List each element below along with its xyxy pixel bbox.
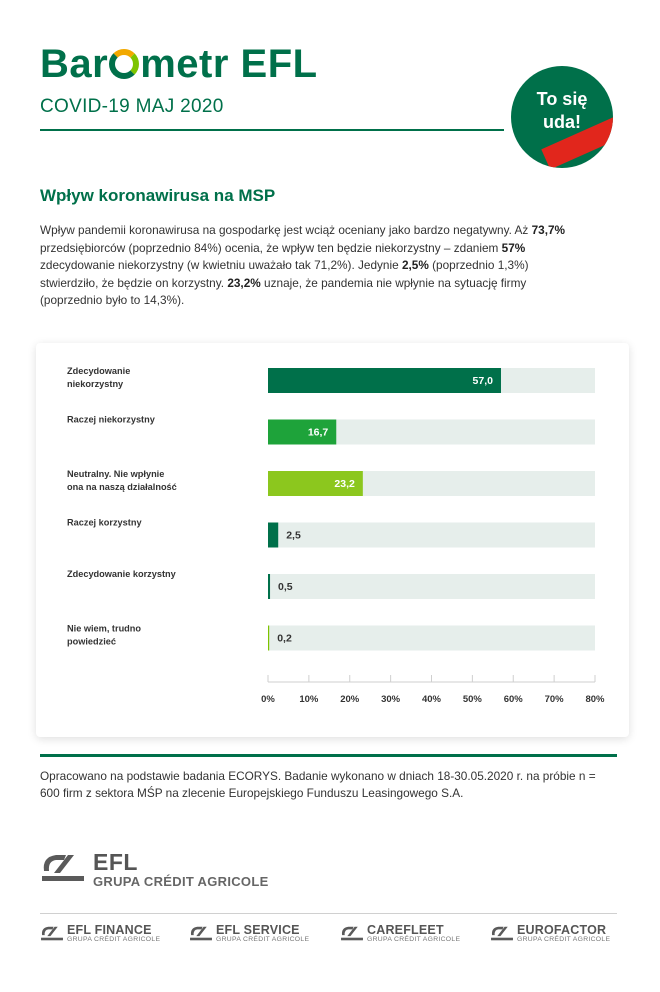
- header-divider: [40, 129, 504, 131]
- category-label: Zdecydowanie korzystny: [67, 569, 176, 579]
- badge-text: [511, 88, 613, 134]
- brand-name: CAREFLEET: [367, 923, 444, 937]
- bar-value-label: 0,2: [277, 632, 292, 645]
- bar-value-label: 23,2: [334, 478, 355, 490]
- category-label: powiedzieć: [67, 636, 117, 647]
- brands-divider: [40, 913, 617, 914]
- intro-highlight: 23,2%: [227, 275, 261, 290]
- category-label: Zdecydowanie: [67, 366, 131, 376]
- bar-value-label: 16,7: [307, 426, 329, 439]
- bar-value-label: 2,5: [286, 529, 301, 542]
- credit-agricole-mini-icon: [490, 924, 514, 942]
- report-subtitle: COVID-19 MAJ 2020: [40, 96, 224, 117]
- intro-text: uznaje, że pandemia nie wpłynie na sytuację firmy (poprzednio było to 14,3%).: [40, 275, 527, 308]
- barometr-o-ring-icon: [109, 49, 139, 79]
- bar-track: [268, 626, 595, 651]
- brand-group: GRUPA CRÉDIT AGRICOLE: [367, 936, 461, 943]
- bar-chart: [36, 343, 629, 737]
- badge-line-1: To się: [536, 89, 588, 109]
- brand-group: GRUPA CRÉDIT AGRICOLE: [216, 936, 310, 943]
- chart-card: [36, 343, 629, 737]
- intro-paragraph: [40, 222, 580, 310]
- credit-agricole-mini-icon: [340, 924, 364, 942]
- x-tick-label: 40%: [421, 694, 442, 705]
- footer-divider: [40, 754, 617, 757]
- x-tick-label: 60%: [503, 694, 523, 705]
- title-part-a: Bar: [40, 42, 109, 86]
- source-footnote: Opracowano na podstawie badania ECORYS. Badanie wykonano w dniach 18-30.05.2020 r. na próbie n = 600 firm z sektora MŚP na zlecenie Europejskiego Funduszu Leasingowego S.A.: [40, 769, 596, 800]
- brand-name: EFL FINANCE: [67, 923, 152, 937]
- brand-name: EFL SERVICE: [216, 923, 300, 937]
- credit-agricole-logo-icon: [40, 851, 86, 883]
- intro-text: przedsiębiorców (poprzednio 84%) ocenia, że wpływ ten będzie niekorzystny – zdaniem: [40, 240, 502, 255]
- title-part-b: metr EFL: [140, 42, 318, 86]
- bar: [268, 574, 270, 599]
- intro-text: zdecydowanie niekorzystny (w kwietniu uważało tak 71,2%). Jedynie: [40, 258, 402, 273]
- x-tick-label: 50%: [462, 694, 482, 705]
- efl-group-name: GRUPA CRÉDIT AGRICOLE: [93, 874, 269, 889]
- category-label: niekorzystny: [67, 379, 124, 389]
- x-tick-label: 20%: [340, 694, 360, 705]
- x-tick-label: 10%: [299, 694, 319, 705]
- badge-line-2: uda!: [543, 112, 581, 132]
- credit-agricole-mini-icon: [189, 924, 213, 942]
- section-title: Wpływ koronawirusa na MSP: [40, 186, 276, 205]
- category-label: ona na naszą działalność: [67, 482, 177, 492]
- intro-text: (poprzednio 1,3%) stwierdziło, że będzie on korzystny.: [40, 258, 529, 290]
- x-tick-label: 70%: [544, 694, 564, 705]
- category-label: Nie wiem, trudno: [67, 623, 142, 634]
- bar: [268, 368, 501, 393]
- intro-highlight: 2,5%: [401, 258, 429, 273]
- category-label: Raczej niekorzystny: [67, 414, 155, 425]
- intro-text: Wpływ pandemii koronawirusa na gospodarkę jest wciąż oceniany jako bardzo negatywny. Aż: [40, 223, 532, 237]
- bar-value-label: 0,5: [278, 581, 293, 593]
- credit-agricole-mini-icon: [40, 924, 64, 942]
- brand-group: GRUPA CRÉDIT AGRICOLE: [67, 936, 161, 943]
- barometr-logo-title: [40, 44, 318, 84]
- bar-track: [268, 574, 595, 599]
- x-tick-label: 80%: [585, 694, 605, 705]
- brand-name: EUROFACTOR: [517, 923, 607, 937]
- intro-highlight: 57%: [501, 240, 526, 255]
- bar-value-label: 57,0: [472, 375, 493, 387]
- category-label: Neutralny. Nie wpłynie: [67, 469, 165, 479]
- bar: [268, 626, 269, 651]
- brand-group: GRUPA CRÉDIT AGRICOLE: [517, 936, 611, 943]
- bar-track: [268, 523, 595, 548]
- category-label: Raczej korzystny: [67, 517, 142, 528]
- efl-brand-name: EFL: [93, 849, 138, 875]
- to-sie-uda-badge: [511, 66, 613, 168]
- x-tick-label: 30%: [381, 694, 401, 705]
- x-tick-label: 0%: [261, 694, 275, 705]
- bar: [268, 523, 278, 548]
- intro-highlight: 73,7%: [531, 223, 566, 237]
